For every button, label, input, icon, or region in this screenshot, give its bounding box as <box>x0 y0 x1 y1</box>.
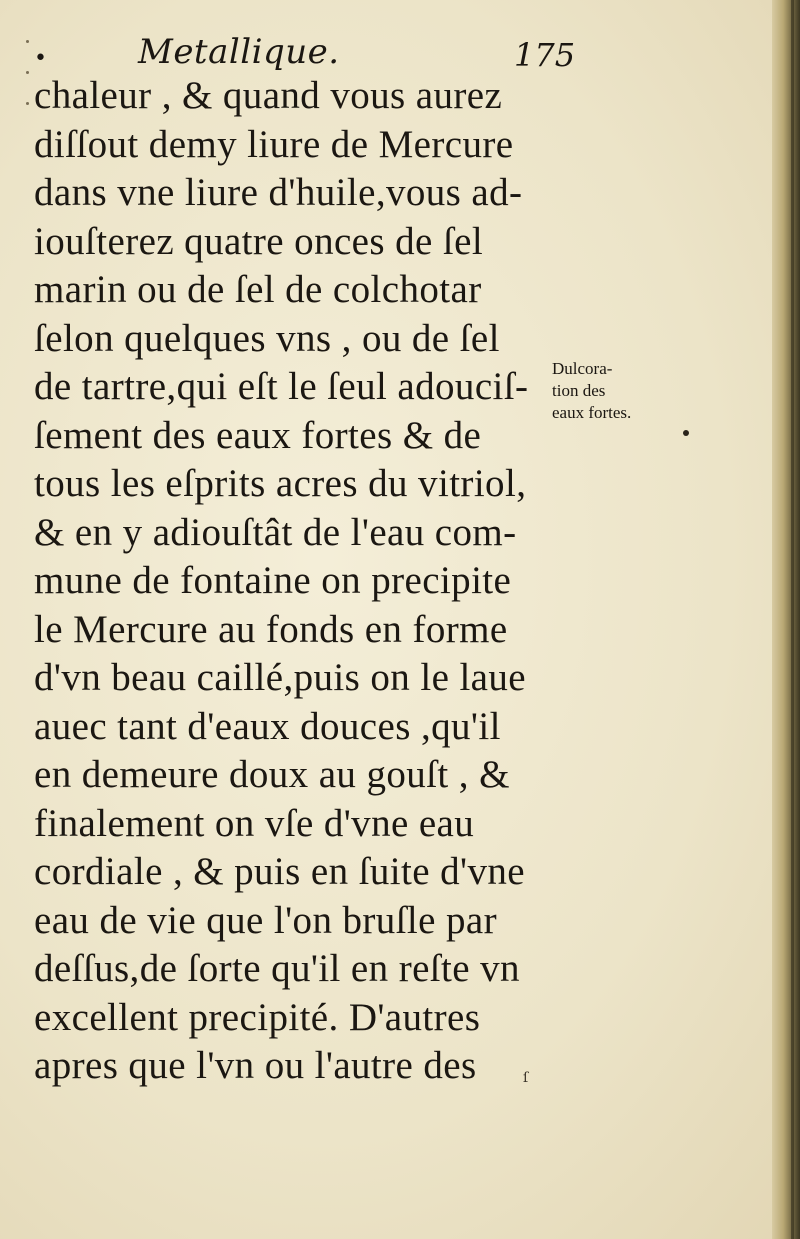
margin-note <box>552 358 682 424</box>
text-line: chaleur , & quand vous aurez <box>34 74 503 117</box>
text-line: mune de fontaine on precipite <box>34 559 512 602</box>
text-line: apres que l'vn ou l'autre des <box>34 1044 477 1087</box>
body-text <box>34 72 554 1091</box>
text-line: tous les eſprits acres du vitriol, <box>34 462 527 505</box>
text-line: & en y adiouſtât de l'eau com- <box>34 510 517 554</box>
text-line: diſſout demy liure de Mercure <box>34 122 514 166</box>
text-line: deſſus,de ſorte qu'il en reſte vn <box>34 947 520 990</box>
margin-note-line: eaux fortes. <box>552 403 632 422</box>
text-line: auec tant d'eaux douces ,qu'il <box>34 704 501 748</box>
text-line: en demeure doux au gouſt , & <box>34 753 510 796</box>
text-line: ſelon quelques vns , ou de ſel <box>34 316 500 360</box>
text-line: le Mercure au fonds en forme <box>34 607 508 651</box>
page-gutter <box>772 0 800 1239</box>
text-line: excellent precipité. D'autres <box>34 995 481 1039</box>
ink-speck <box>683 430 689 436</box>
text-line: iouſterez quatre onces de ſel <box>34 219 484 263</box>
footer-mark: ſ <box>523 1070 529 1086</box>
text-line: cordiale , & puis en ſuite d'vne <box>34 850 525 893</box>
text-line: finalement on vſe d'vne eau <box>34 801 475 845</box>
text-line: dans vne liure d'huile,vous ad- <box>34 171 523 214</box>
text-line: de tartre,qui eſt le ſeul adouciſ- <box>34 365 529 408</box>
gutter-shadow-line <box>791 0 794 1239</box>
header-bullet: • <box>34 46 47 71</box>
margin-note-line: tion des <box>552 381 606 400</box>
margin-note-line: Dulcora- <box>552 359 613 378</box>
left-margin-specks <box>26 40 32 160</box>
text-line: eau de vie que l'on bruſle par <box>34 898 498 942</box>
running-title: Metallique. <box>138 32 340 72</box>
text-line: ſement des eaux fortes & de <box>34 413 482 457</box>
text-line: marin ou de ſel de colchotar <box>34 268 482 311</box>
text-line: d'vn beau caillé,puis on le laue <box>34 656 526 699</box>
page-number: 175 <box>514 36 576 74</box>
